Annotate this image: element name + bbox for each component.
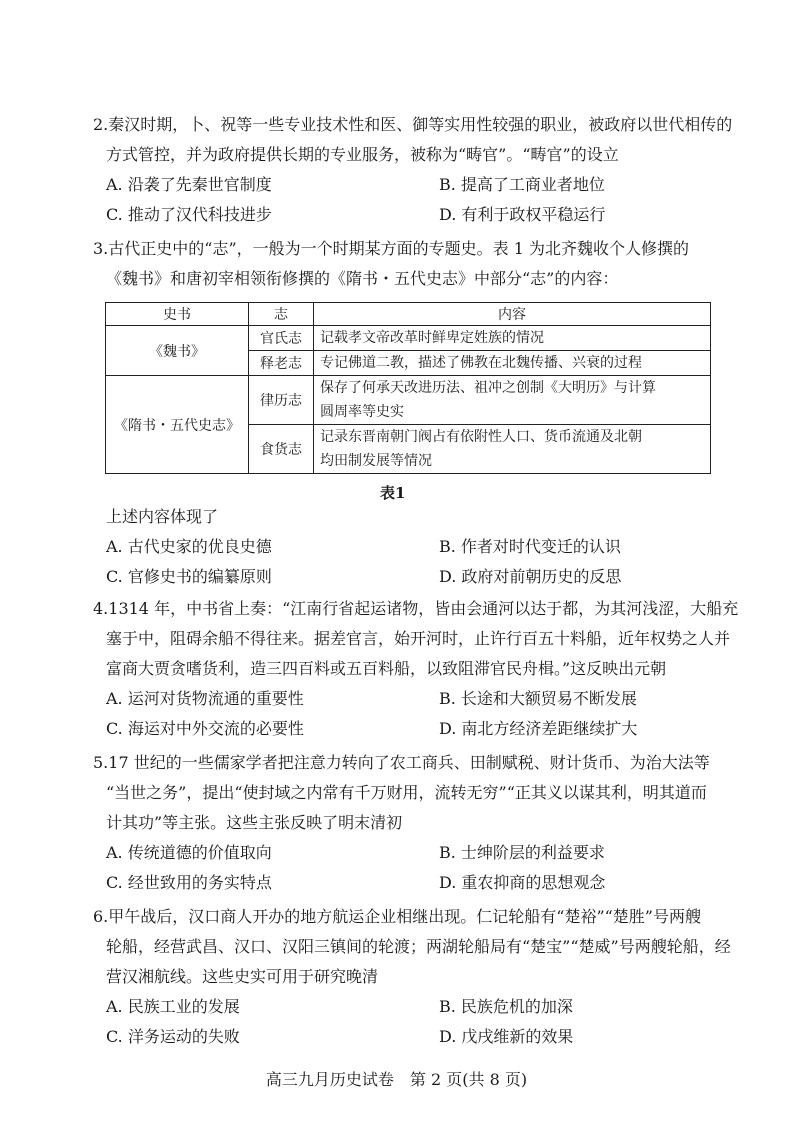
table-cell-content	[314, 425, 711, 474]
option-a[interactable]: A. 传统道德的价值取向	[106, 843, 272, 862]
table-cell-zhi: 律历志	[249, 376, 314, 425]
option-c[interactable]: C. 官修史书的编纂原则	[106, 567, 272, 586]
question-stem-line: 6.甲午战后，汉口商人开办的地方航运企业相继出现。仁记轮船有“楚裕”“楚胜”号两艘	[93, 907, 701, 926]
content-line: 记载孝文帝改革时鲜卑定姓族的情况	[320, 330, 544, 346]
option-b[interactable]: B. 提高了工商业者地位	[439, 175, 605, 194]
page-footer: 高三九月历史试卷 第 2 页(共 8 页)	[265, 1070, 528, 1089]
history-table	[105, 302, 711, 474]
option-d[interactable]: D. 戊戌维新的效果	[439, 1027, 574, 1046]
options-row	[93, 200, 733, 230]
question-stem-line: 营汉湘航线。这些史实可用于研究晚清	[106, 967, 379, 986]
question-stem-line: 《魏书》和唐初宰相领衔修撰的《隋书・五代史志》中部分“志”的内容：	[106, 269, 619, 288]
option-c[interactable]: C. 海运对中外交流的必要性	[106, 719, 304, 738]
table-row	[106, 376, 711, 425]
table-cell-zhi: 释老志	[249, 351, 314, 376]
content-line: 专记佛道二教，描述了佛教在北魏传播、兴衰的过程	[320, 355, 642, 371]
table-cell-zhi: 官氏志	[249, 326, 314, 351]
option-a[interactable]: A. 沿袭了先秦世官制度	[106, 175, 272, 194]
question-5	[93, 748, 733, 898]
content-line: 记录东晋南朝门阀占有依附性人口、货币流通及北朝	[320, 429, 642, 445]
option-d[interactable]: D. 重农抑商的思想观念	[439, 873, 606, 892]
option-b[interactable]: B. 士绅阶层的利益要求	[439, 843, 605, 862]
options-row	[93, 1022, 733, 1052]
options-row	[93, 868, 733, 898]
table-row	[106, 326, 711, 351]
option-b[interactable]: B. 作者对时代变迁的认识	[439, 537, 621, 556]
option-c[interactable]: C. 推动了汉代科技进步	[106, 205, 272, 224]
question-3-continued	[93, 502, 733, 592]
option-c[interactable]: C. 经世致用的务实特点	[106, 873, 272, 892]
question-stem-line: “当世之务”，提出“使封域之内常有千万财用，流转无穷”“正其义以谋其利，明其道而	[106, 783, 707, 802]
question-stem-line: 计其功”等主张。这些主张反映了明末清初	[106, 813, 403, 832]
options-row	[93, 562, 733, 592]
table-cell-content	[314, 326, 711, 351]
question-stem-line: 5.17 世纪的一些儒家学者把注意力转向了农工商兵、田制赋税、财计货币、为治大法等	[93, 753, 710, 772]
option-d[interactable]: D. 有利于政权平稳运行	[439, 205, 606, 224]
table-header: 内容	[314, 303, 711, 326]
question-prompt: 上述内容体现了	[106, 507, 219, 526]
option-b[interactable]: B. 长途和大额贸易不断发展	[439, 689, 637, 708]
question-stem-line: 2.秦汉时期，卜、祝等一些专业技术性和医、御等实用性较强的职业，被政府以世代相传的	[93, 115, 733, 134]
options-row	[93, 684, 733, 714]
options-row	[93, 532, 733, 562]
question-stem-line: 轮船，经营武昌、汉口、汉阳三镇间的轮渡；两湖轮船局有“楚宝”“楚威”号两艘轮船，经	[106, 937, 731, 956]
options-row	[93, 170, 733, 200]
option-a[interactable]: A. 民族工业的发展	[106, 997, 240, 1016]
table-header: 志	[249, 303, 314, 326]
question-stem-line: 方式管控，并为政府提供长期的专业服务，被称为“畴官”。“畴官”的设立	[106, 145, 619, 164]
options-row	[93, 838, 733, 868]
option-a[interactable]: A. 运河对货物流通的重要性	[106, 689, 304, 708]
content-line: 均田制发展等情况	[320, 453, 432, 469]
question-4	[93, 594, 739, 744]
question-2	[93, 110, 733, 230]
question-3	[93, 234, 733, 294]
question-stem-line: 3.古代正史中的“志”，一般为一个时期某方面的专题史。表 1 为北齐魏收个人修撰的	[93, 239, 689, 258]
content-line: 保存了何承天改进历法、祖冲之创制《大明历》与计算	[320, 380, 656, 396]
question-stem-line: 富商大贾贪嗜货利，造三四百料或五百料船，以致阻滞官民舟楫。”这反映出元朝	[106, 659, 667, 678]
option-b[interactable]: B. 民族危机的加深	[439, 997, 573, 1016]
option-c[interactable]: C. 洋务运动的失败	[106, 1027, 240, 1046]
question-stem-line: 4.1314 年，中书省上奏：“江南行省起运诸物，皆由会通河以达于都，为其河浅涩，大船充	[93, 599, 739, 618]
table-cell-content	[314, 351, 711, 376]
table-cell-content	[314, 376, 711, 425]
options-row	[93, 992, 733, 1022]
question-stem-line: 塞于中，阻碍余船不得往来。据差官言，始开河时，止许行百五十料船，近年权势之人并	[106, 629, 731, 648]
table-cell-zhi: 食货志	[249, 425, 314, 474]
table-caption: 表1	[380, 484, 406, 502]
content-line: 圆周率等史实	[320, 404, 404, 420]
option-a[interactable]: A. 古代史家的优良史德	[106, 537, 272, 556]
option-d[interactable]: D. 南北方经济差距继续扩大	[439, 719, 638, 738]
table-cell-book: 《隋书・五代史志》	[106, 376, 249, 474]
option-d[interactable]: D. 政府对前朝历史的反思	[439, 567, 622, 586]
table-header-row	[106, 303, 711, 326]
question-6	[93, 902, 733, 1052]
table-cell-book: 《魏书》	[106, 326, 249, 376]
options-row	[93, 714, 733, 744]
table-header: 史书	[106, 303, 249, 326]
